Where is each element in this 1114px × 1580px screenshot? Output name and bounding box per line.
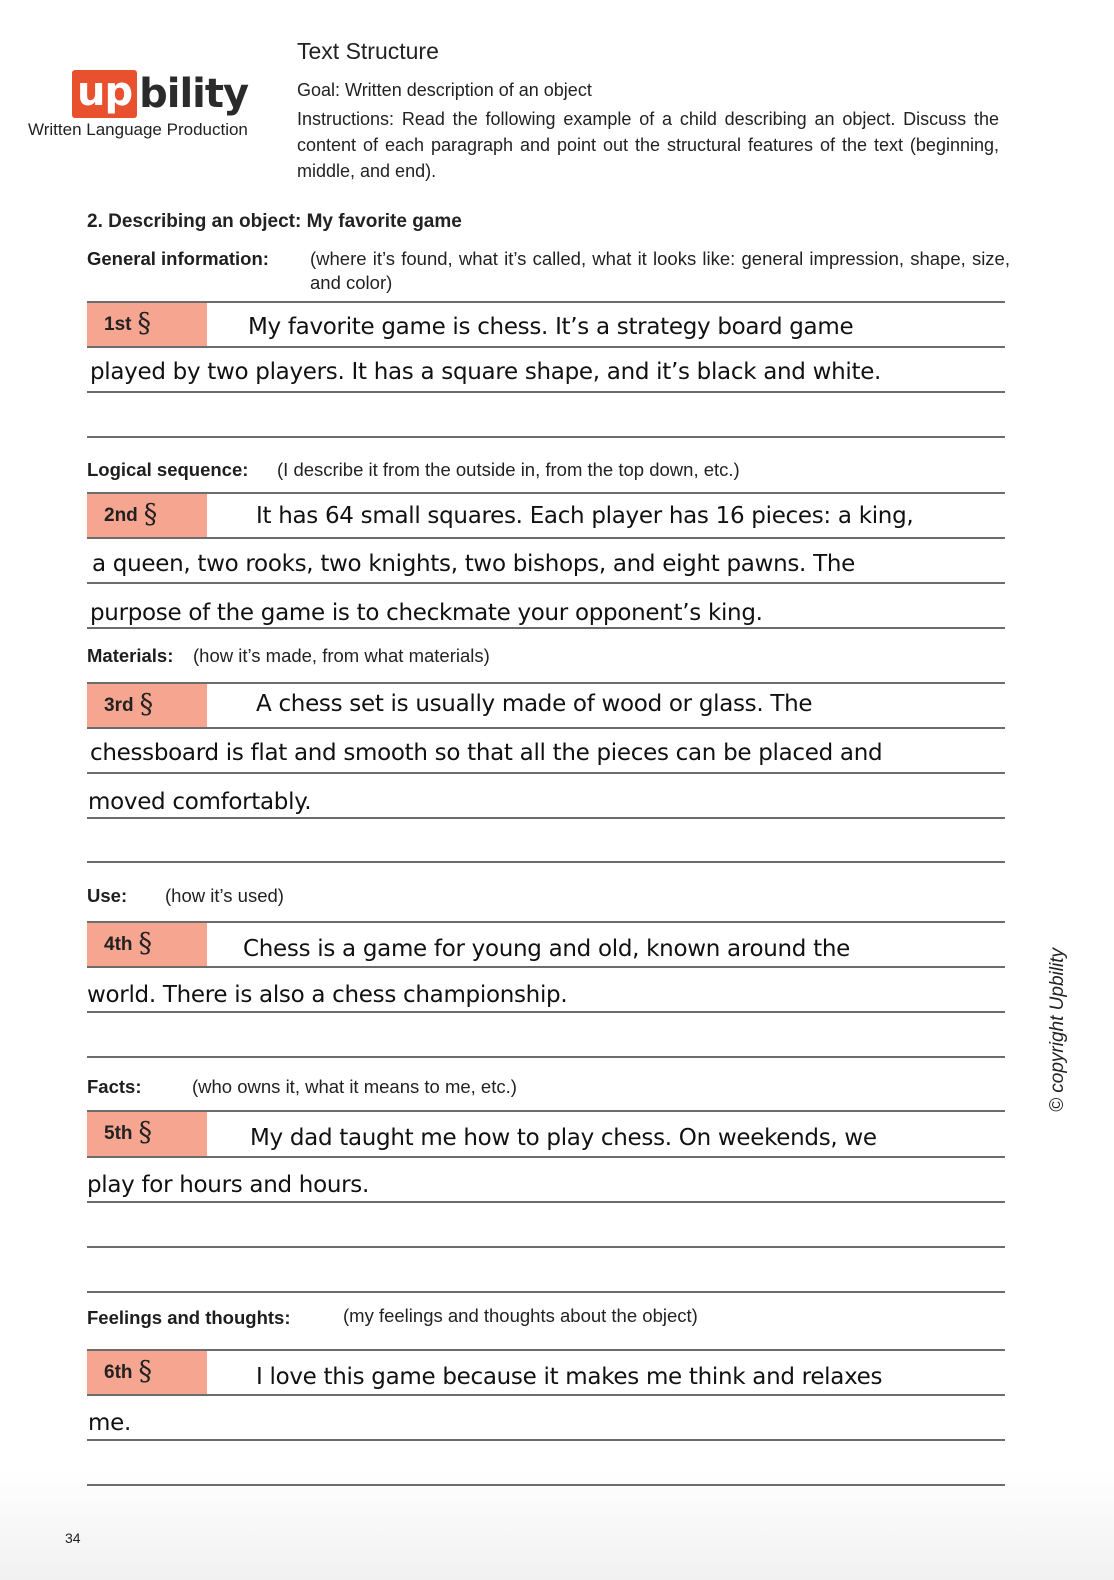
ruled-line [87,346,1005,348]
handwritten-line: a queen, two rooks, two knights, two bishops, and eight pawns. The [92,551,855,577]
section-hint: (where it’s found, what it’s called, what it looks like: general impression, shape, size, and color) [310,248,1010,293]
section-hint: (who owns it, what it means to me, etc.) [192,1076,517,1097]
page-title: Text Structure [297,38,439,64]
ruled-line [87,1056,1005,1058]
handwritten-line: purpose of the game is to checkmate your opponent’s king. [90,600,763,626]
ruled-line [87,391,1005,393]
badge-number: 3rd [104,695,134,716]
ruled-line [87,1394,1005,1396]
paragraph-badge [87,1112,207,1156]
badge-number: 1st [104,314,132,335]
ruled-line [87,1349,1005,1351]
logo-highlight: up [72,70,137,118]
handwritten-line: A chess set is usually made of wood or glass. The [256,691,813,717]
section-hint: (I describe it from the outside in, from the top down, etc.) [277,459,740,480]
paragraph-badge [87,1351,207,1395]
section-sign-icon: § [143,498,158,530]
section-label: Use: [87,885,128,906]
ruled-line [87,1291,1005,1293]
ruled-line [87,1484,1005,1486]
section-hint: (my feelings and thoughts about the object) [343,1305,698,1326]
exercise-heading: 2. Describing an object: My favorite game [87,211,462,232]
ruled-line [87,861,1005,863]
section-sign-icon: § [138,927,152,959]
section-sign-icon: § [138,1116,152,1148]
section-label: General information: [87,248,269,269]
logo-text: bility [139,71,249,117]
ruled-line [87,492,1005,494]
instructions-text: Instructions: Read the following example of a child describing an object. Discuss the content of each paragraph and point out the structural features of the text (beginning, middle, and end). [297,109,999,181]
ruled-line [87,1156,1005,1158]
section-sign-icon: § [137,307,151,339]
ruled-line [87,436,1005,438]
ruled-line [87,1201,1005,1203]
badge-number: 5th [104,1123,133,1144]
ruled-line [87,301,1005,303]
ruled-line [87,1439,1005,1441]
badge-number: 6th [104,1362,133,1383]
section-hint: (how it’s used) [165,885,284,906]
handwritten-line: chessboard is flat and smooth so that all the pieces can be placed and [90,740,883,766]
ruled-line [87,817,1005,819]
handwritten-line: Chess is a game for young and old, known around the [243,936,850,962]
ruled-line [87,921,1005,923]
handwritten-line: My favorite game is chess. It’s a strategy board game [248,314,854,340]
handwritten-line: me. [88,1410,131,1436]
goal-text: Goal: Written description of an object [297,80,592,100]
section-sign-icon: § [138,1355,152,1387]
ruled-line [87,1011,1005,1013]
section-label: Materials: [87,645,174,666]
copyright-notice: © copyright Upbility [1047,948,1068,1112]
ruled-line [87,1110,1005,1112]
paragraph-badge [87,923,207,967]
handwritten-line: My dad taught me how to play chess. On weekends, we [250,1125,877,1151]
ruled-line [87,627,1005,629]
section-label: Logical sequence: [87,459,249,480]
handwritten-line: I love this game because it makes me think and relaxes [256,1364,883,1390]
upbility-logo [72,69,249,117]
page-number: 34 [65,1530,81,1546]
paragraph-badge [87,684,207,728]
ruled-line [87,727,1005,729]
ruled-line [87,772,1005,774]
handwritten-line: It has 64 small squares. Each player has 16 pieces: a king, [256,503,914,529]
handwritten-line: moved comfortably. [88,789,312,815]
ruled-line [87,682,1005,684]
handwritten-line: play for hours and hours. [87,1172,369,1198]
paragraph-badge [87,494,207,538]
badge-number: 2nd [104,505,138,526]
ruled-line [87,966,1005,968]
section-label: Facts: [87,1076,142,1097]
handwritten-line: played by two players. It has a square shape, and it’s black and white. [90,359,882,385]
section-sign-icon: § [139,688,154,720]
ruled-line [87,582,1005,584]
paragraph-badge [87,303,207,347]
section-label: Feelings and thoughts: [87,1307,291,1328]
ruled-line [87,1246,1005,1248]
badge-number: 4th [104,934,133,955]
logo-subtitle: Written Language Production [28,120,248,139]
section-hint: (how it’s made, from what materials) [193,645,490,666]
ruled-line [87,537,1005,539]
handwritten-line: world. There is also a chess championship. [87,982,568,1008]
